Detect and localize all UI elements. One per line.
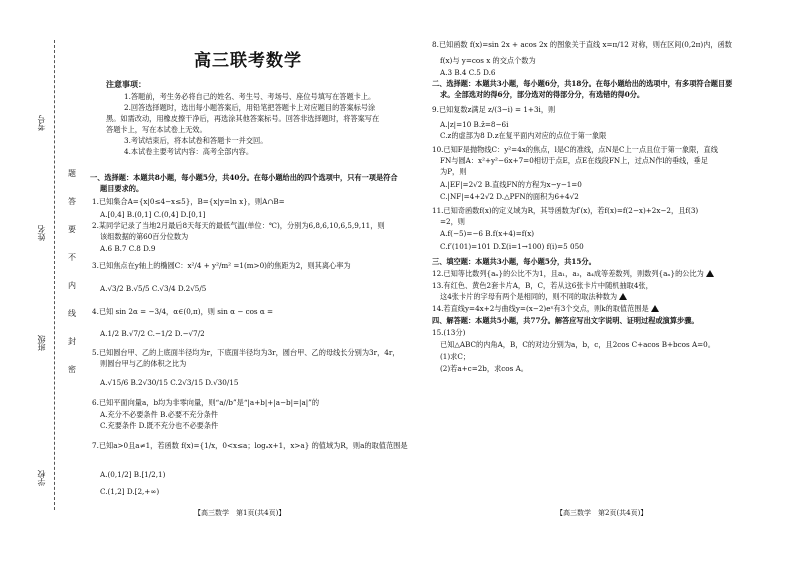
question-text: 12.已知等比数列{aₙ}的公比不为1，且a₁，a₃，a₄成等差数列，则数列{aₙ}的公比为 <box>432 269 704 278</box>
question-options: A.[0,4] B.(0,1] C.(0,4] D.[0,1] <box>100 210 206 219</box>
section-heading: 二、选择题：本题共3小题，每小题6分，共18分。在每小题给出的选项中，有多项符合题目要 <box>432 79 733 88</box>
question-options: C.f′(101)=101 D.Σ(i=1→100) f(i)=5 050 <box>440 242 584 251</box>
binding-margin <box>0 0 78 562</box>
question-options: A.充分不必要条件 B.必要不充分条件 <box>100 410 218 419</box>
question-options: A.f(−5)=−6 B.f(x+4)=f(x) <box>440 229 535 238</box>
question-stem: 8.已知函数 f(x)=sin 2x + acos 2x 的图象关于直线 x=π/12 对称，则在区间(0,2π)内，函数 <box>432 40 732 49</box>
page-one <box>84 0 420 562</box>
seal-char: 不 <box>68 253 76 262</box>
seal-char: 封 <box>68 337 76 346</box>
notes-line: 4.本试卷主要考试内容：高考全部内容。 <box>124 147 254 156</box>
binding-field-class: 班级 <box>37 335 46 351</box>
seal-char: 答 <box>68 197 76 206</box>
question-stem <box>432 304 659 313</box>
seal-line <box>54 40 55 510</box>
question-options: C.z的虚部为8 D.z在复平面内对应的点位于第一象限 <box>440 131 607 140</box>
question-options: A.√15/6 B.2√30/15 C.2√3/15 D.√30/15 <box>100 378 239 387</box>
notes-line: 答题卡上，写在本试卷上无效。 <box>106 125 207 134</box>
question-options: A.|EF|=2√2 B.直线FN的方程为x−y−1=0 <box>440 180 582 189</box>
question-stem: f(x)与 y=cos x 的交点个数为 <box>440 56 536 65</box>
question-stem: 则圆台甲与乙的体积之比为 <box>100 359 187 368</box>
answer-blank-icon <box>619 293 627 300</box>
question-options: A.3 B.4 C.5 D.6 <box>440 68 496 77</box>
notes-heading: 注意事项： <box>106 79 146 89</box>
question-subpart: (2)若a+c=2b，求cos A。 <box>440 364 528 373</box>
question-stem <box>440 292 627 301</box>
seal-char: 要 <box>68 225 76 234</box>
question-options: C.充要条件 D.既不充分也不必要条件 <box>100 421 219 430</box>
answer-blank-icon <box>706 270 714 277</box>
question-stem: 7.已知a>0且a≠1，若函数 f(x)={1/x，0<x≤a；logₐx+1，x>a} 的值域为R，则a的取值范围是 <box>92 441 408 450</box>
question-options: C.|NF|=4+2√2 D.△PFN的面积为6+4√2 <box>440 192 579 201</box>
question-options: A.√3/2 B.√5/5 C.√3/4 D.2√5/5 <box>100 284 207 293</box>
question-options: A.1/2 B.√7/2 C.−1/2 D.−√7/2 <box>100 329 205 338</box>
question-stem <box>432 269 714 278</box>
page-footer: 【高三数学 第2页(共4页)】 <box>556 509 648 517</box>
question-stem: 1.已知集合A={x|0≤4−x≤5}，B={x|y=ln x}，则A∩B= <box>92 197 285 206</box>
question-stem: 4.已知 sin 2α = −3/4，α∈(0,π)，则 sin α − cos α = <box>92 307 274 316</box>
page-two <box>424 0 776 562</box>
binding-field-exam-number: 考号 <box>37 115 46 131</box>
question-options: C.(1,2] D.[2,+∞) <box>100 487 160 496</box>
binding-field-name: 姓名 <box>37 225 46 241</box>
question-stem: 15.(13分) <box>432 328 466 337</box>
question-options: A.|z|=10 B.z̄=8−6i <box>440 120 509 129</box>
seal-char: 内 <box>68 281 76 290</box>
question-stem: 6.已知平面向量a，b均为非零向量，则“a//b”是“|a+b|+|a−b|=|a|”的 <box>92 398 320 407</box>
notes-line: 3.考试结束后，将本试卷和答题卡一并交回。 <box>124 136 268 145</box>
question-options: A.(0,1/2] B.[1/2,1) <box>100 470 166 479</box>
question-subpart: (1)求C； <box>440 352 471 361</box>
section-heading: 一、选择题：本题共8小题，每小题5分，共40分。在每小题给出的四个选项中，只有一项是符合 <box>90 173 398 182</box>
question-text: 这4张卡片的字母有两个是相同的，则不同的取法种数为 <box>440 292 618 301</box>
seal-char: 题 <box>68 169 76 178</box>
question-stem: 9.已知复数z满足 z/(3−i) = 1+3i，则 <box>432 105 556 114</box>
question-stem: 已知△ABC的内角A，B，C的对边分别为a，b，c，且2cos C+acos B+bcos A=0。 <box>440 340 715 349</box>
section-heading: 三、填空题：本题共3小题，每小题5分，共15分。 <box>432 257 596 266</box>
question-stem: 10.已知F是抛物线C：y²=4x的焦点，l是C的准线，点N是C上一点且位于第一象限，直线 <box>432 145 718 154</box>
page-footer: 【高三数学 第1页(共4页)】 <box>194 509 286 517</box>
notes-line: 黑。如需改动，用橡皮擦干净后，再选涂其他答案标号。回答非选择题时，将答案写在 <box>106 114 380 123</box>
question-stem: 13.有红色、黄色2套卡片A，B，C，若从这6张卡片中随机抽取4张， <box>432 281 653 290</box>
section-heading: 题目要求的。 <box>100 184 144 193</box>
binding-field-school: 学校 <box>37 470 46 486</box>
question-text: 14.若直线y=4x+2与曲线y=(x−2)eˣ有3个交点，则k的取值范围是 <box>432 304 649 313</box>
question-stem: =2，则 <box>440 217 465 226</box>
seal-char: 线 <box>68 309 76 318</box>
notes-line: 2.回答选择题时，选出每小题答案后，用铅笔把答题卡上对应题目的答案标号涂 <box>124 103 376 112</box>
question-stem: 该组数据的第60百分位数为 <box>100 232 189 241</box>
question-stem: 3.已知焦点在y轴上的椭圆C：x²/4 + y²/m² =1(m>0)的焦距为2，则其离心率为 <box>92 261 351 270</box>
notes-line: 1.答题前，考生务必将自己的姓名、考生号、考场号、座位号填写在答题卡上。 <box>124 92 376 101</box>
question-stem: 5.已知圆台甲、乙的上底面半径均为r，下底面半径均为3r，圆台甲、乙的母线长分别为3r，4r， <box>92 348 400 357</box>
question-options: A.6 B.7 C.8 D.9 <box>100 244 156 253</box>
seal-char: 密 <box>68 365 76 374</box>
question-stem: FN与圆A：x²+y²−6x+7=0相切于点E，点E在线段FN上，过点N作l的垂线，垂足 <box>440 156 708 165</box>
question-stem: 11.已知奇函数f(x)的定义域为R，其导函数为f′(x)，若f(x)=f(2−x)+2x−2，且f(3) <box>432 206 699 215</box>
question-stem: 2.某同学记录了当地2月最后8天每天的最低气温(单位：℃)，分别为6,8,6,10,6,5,9,11，则 <box>92 221 385 230</box>
answer-blank-icon <box>651 305 659 312</box>
page-title: 高三联考数学 <box>194 51 302 71</box>
section-heading: 求。全部选对的得6分，部分选对的得部分分，有选错的得0分。 <box>440 90 645 99</box>
section-heading: 四、解答题：本题共5小题，共77分。解答应写出文字说明、证明过程或演算步骤。 <box>432 316 699 325</box>
question-stem: 为P，则 <box>440 167 467 176</box>
